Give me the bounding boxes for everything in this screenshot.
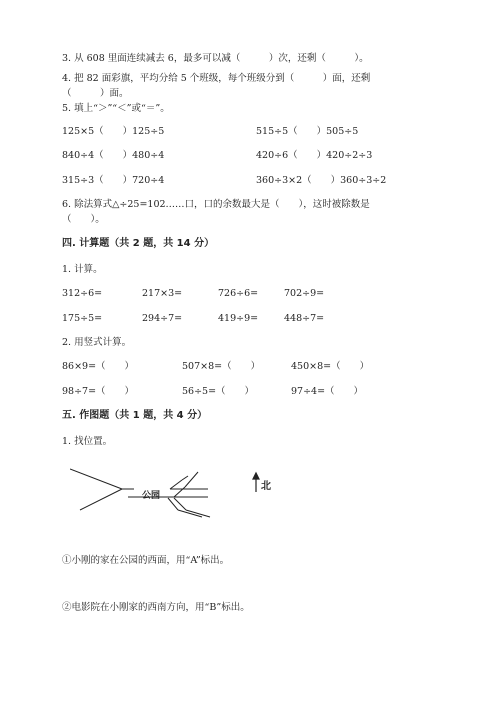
question-4-line1: 4. 把 82 面彩旗，平均分给 5 个班级，每个班级分到（ ）面，还剩 bbox=[62, 73, 371, 84]
calc-item: 726÷6= bbox=[218, 288, 259, 299]
compare-item: 420÷6（ ）420÷2÷3 bbox=[256, 150, 373, 161]
section-5-title: 五. 作图题（共 1 题，共 4 分） bbox=[62, 410, 208, 421]
map-instruction: 1. 找位置。 bbox=[62, 436, 113, 447]
question-6-line2: （ ）。 bbox=[62, 214, 105, 225]
vertical-calc-instruction: 2. 用竖式计算。 bbox=[62, 337, 132, 348]
vertical-item: 56÷5=（ ） bbox=[182, 386, 255, 397]
question-3: 3. 从 608 里面连续减去 6，最多可以减（ ）次，还剩（ ）。 bbox=[62, 53, 369, 64]
compare-item: 360÷3×2（ ）360÷3÷2 bbox=[256, 175, 387, 186]
vertical-item: 98÷7=（ ） bbox=[62, 386, 135, 397]
question-4-line2: （ ）面。 bbox=[62, 88, 129, 99]
position-map bbox=[70, 462, 310, 532]
compare-item: 840÷4（ ）480÷4 bbox=[62, 150, 165, 161]
park-label: 公园 bbox=[142, 491, 161, 501]
map-subquestion-2: ②电影院在小刚家的西南方向，用“B”标出。 bbox=[62, 602, 250, 613]
calc-item: 217×3= bbox=[142, 288, 183, 299]
calc-item: 448÷7= bbox=[284, 313, 325, 324]
north-label: 北 bbox=[261, 481, 271, 492]
calc-item: 312÷6= bbox=[62, 288, 103, 299]
map-subquestion-1: ①小刚的家在公园的西面，用“A”标出。 bbox=[62, 555, 230, 566]
compare-item: 315÷3（ ）720÷4 bbox=[62, 175, 165, 186]
vertical-item: 450×8=（ ） bbox=[291, 361, 370, 372]
calc-item: 175÷5= bbox=[62, 313, 103, 324]
calc-item: 294÷7= bbox=[142, 313, 183, 324]
calc-instruction: 1. 计算。 bbox=[62, 264, 103, 275]
vertical-item: 97÷4=（ ） bbox=[291, 386, 364, 397]
vertical-item: 507×8=（ ） bbox=[182, 361, 261, 372]
calc-item: 419÷9= bbox=[218, 313, 259, 324]
calc-item: 702÷9= bbox=[284, 288, 325, 299]
question-5: 5. 填上“＞”“＜”或“＝”。 bbox=[62, 103, 170, 114]
question-6-line1: 6. 除法算式△÷25=102……口，口的余数最大是（ ），这时被除数是 bbox=[62, 199, 370, 210]
section-4-title: 四. 计算题（共 2 题，共 14 分） bbox=[62, 238, 215, 249]
vertical-item: 86×9=（ ） bbox=[62, 361, 135, 372]
compare-item: 515÷5（ ）505÷5 bbox=[256, 126, 359, 137]
compare-item: 125×5（ ）125÷5 bbox=[62, 126, 165, 137]
